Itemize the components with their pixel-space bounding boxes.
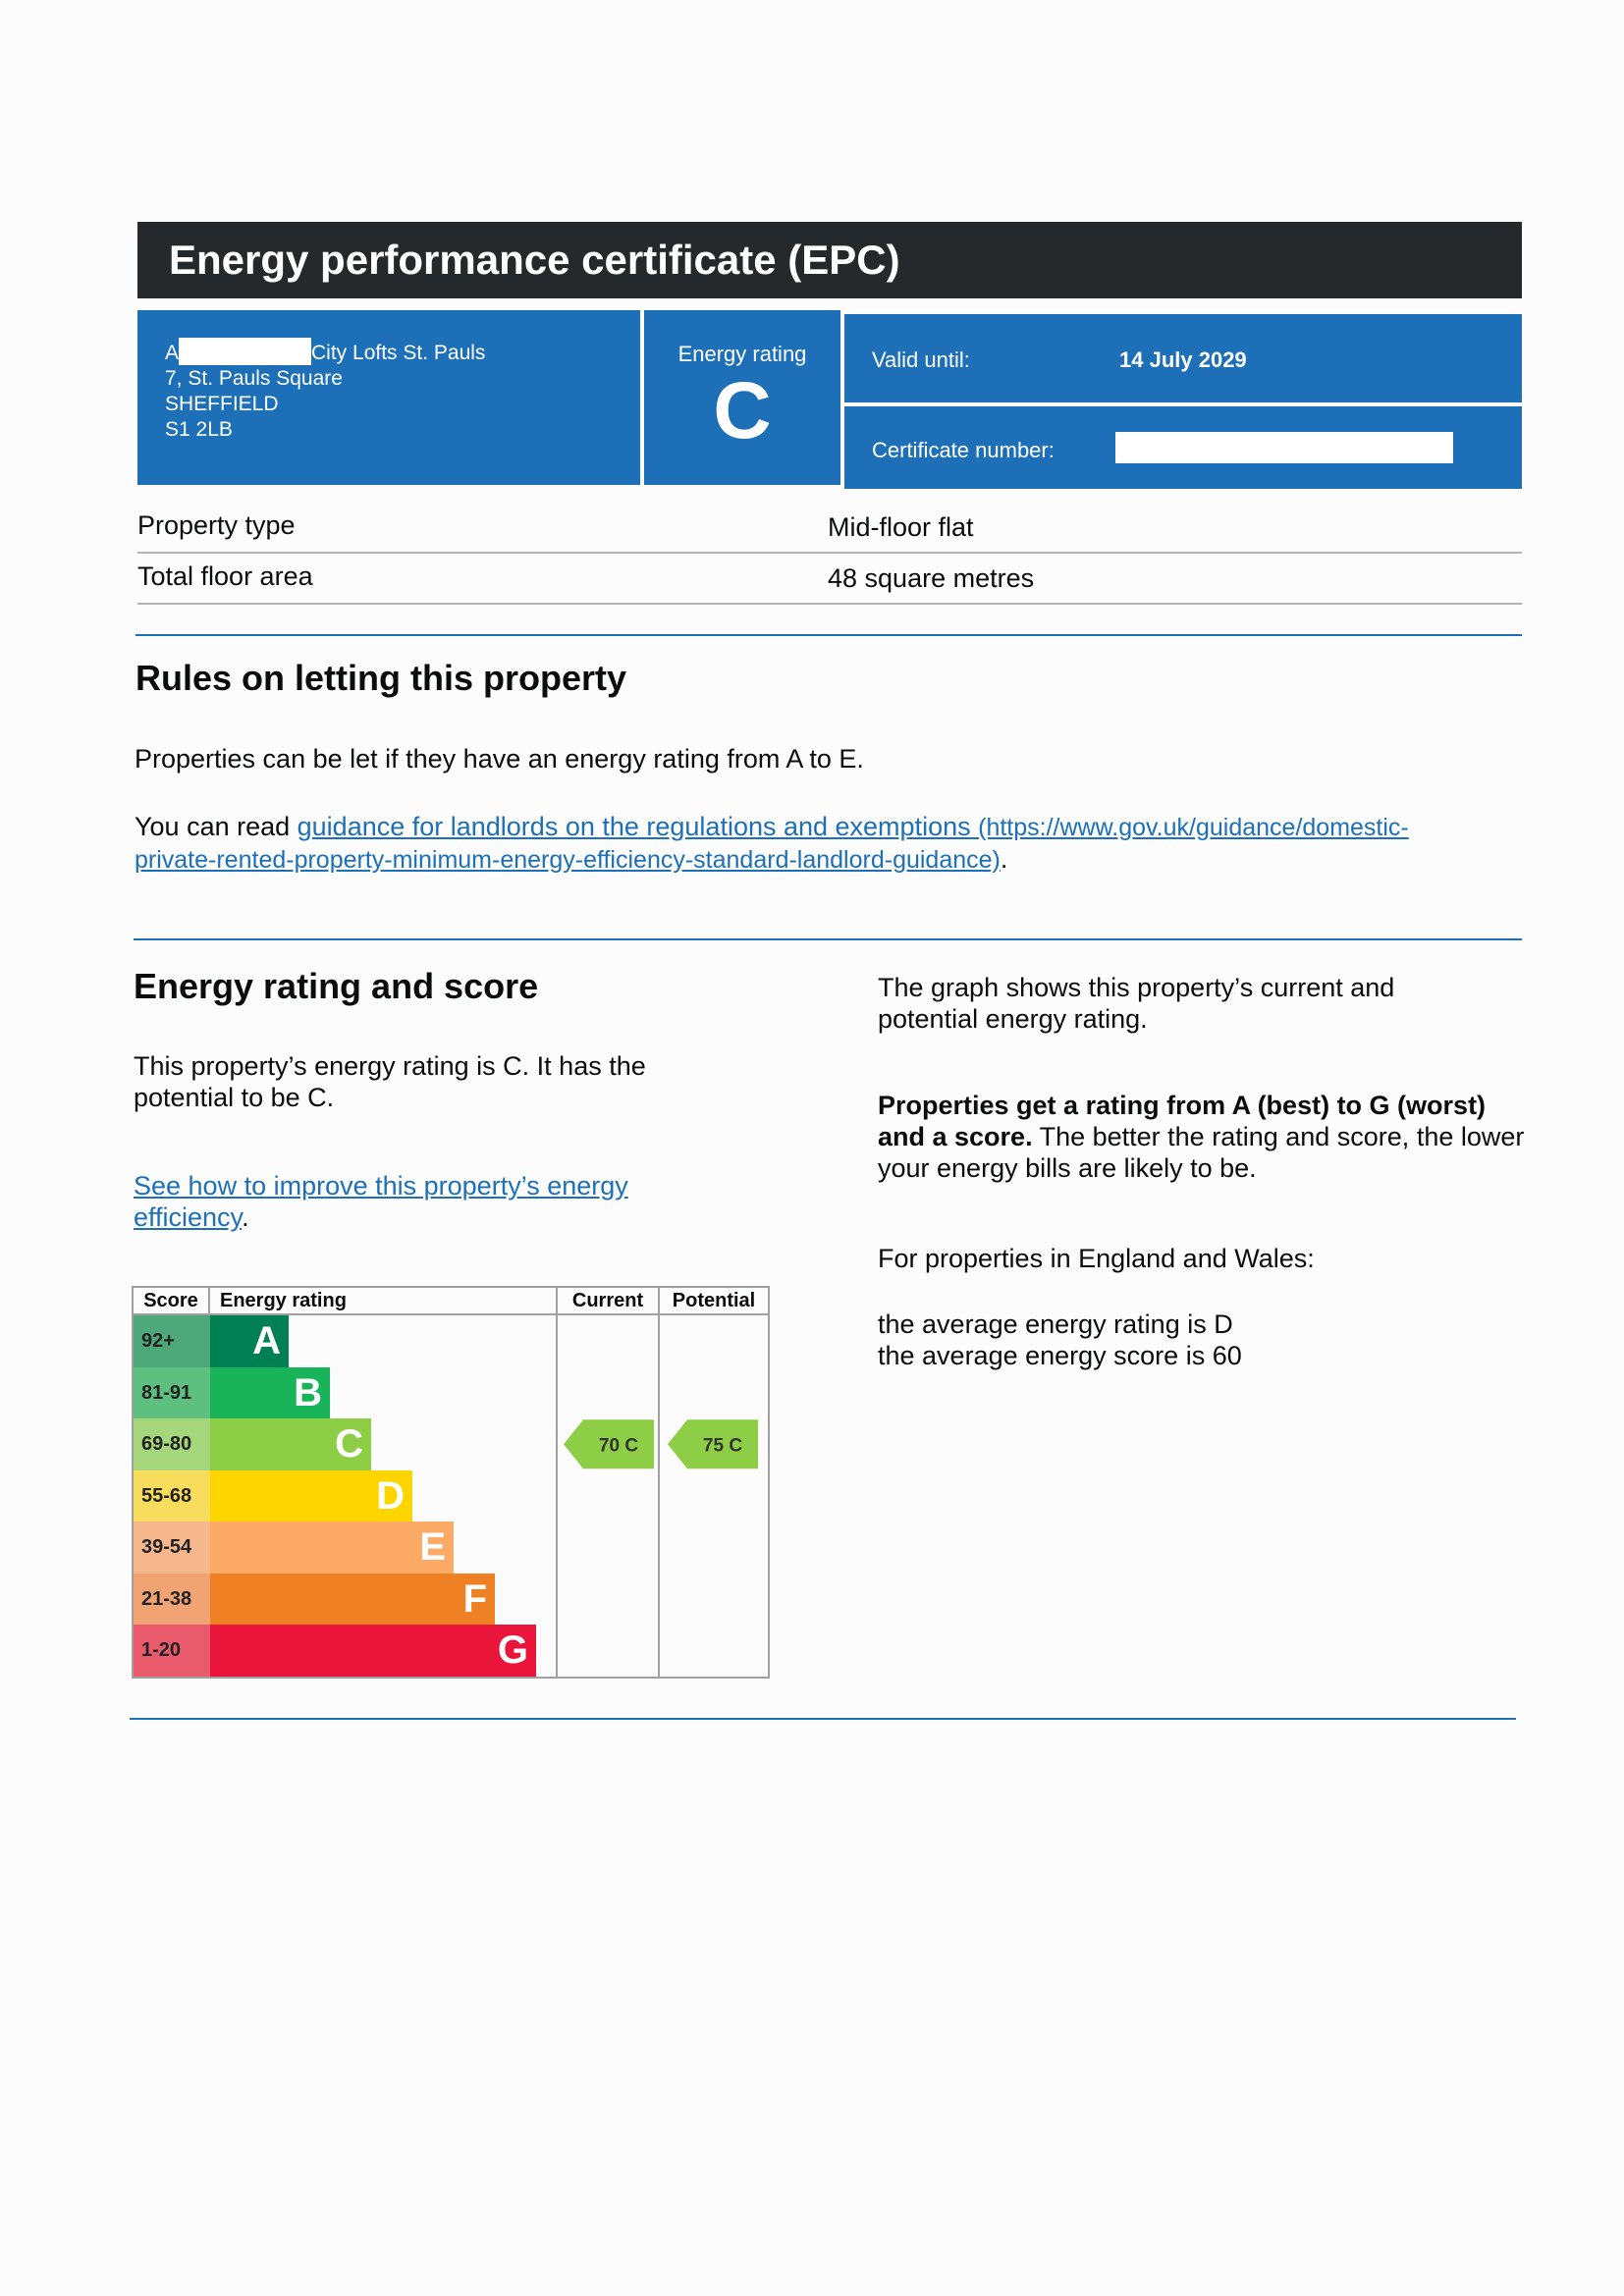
- band-score-a: 92+: [134, 1315, 210, 1367]
- band-score-b: 81-91: [134, 1367, 210, 1419]
- redaction-mark: [179, 338, 311, 365]
- address-line-2: 7, St. Pauls Square: [165, 367, 343, 390]
- address-line-1: A City Lofts St. Pauls: [165, 338, 640, 366]
- band-bar-e: E: [210, 1522, 454, 1574]
- energy-rating-label: Energy rating: [677, 342, 807, 366]
- improve-efficiency-link[interactable]: See how to improve this property’s energy efficiency: [134, 1171, 628, 1232]
- graph-explanation: The graph shows this property’s current and potential energy rating.: [878, 973, 1395, 1034]
- valid-until-box: [844, 314, 1522, 402]
- section-divider: [134, 938, 1522, 940]
- score-paragraph: This property’s energy rating is C. It has the potential to be C.: [134, 1051, 646, 1112]
- potential-rating-arrow-label: 75 C: [702, 1435, 743, 1457]
- section-divider: [130, 1718, 1516, 1720]
- valid-until-value: 14 July 2029: [1119, 347, 1247, 372]
- rules-heading: Rules on letting this property: [135, 658, 627, 698]
- chart-header-current: Current: [571, 1290, 644, 1311]
- rating-explanation: Properties get a rating from A (best) to G (worst) and a score. The better the rating and score, the lower your energy bills are likely to be.: [878, 1091, 1525, 1183]
- energy-rating-value: C: [713, 366, 772, 455]
- address-line-3: SHEFFIELD: [165, 393, 279, 415]
- band-score-g: 1-20: [134, 1625, 210, 1677]
- certificate-number-redaction: [1115, 432, 1453, 463]
- property-type-row: [137, 503, 1522, 554]
- chart-header-potential: Potential: [672, 1290, 756, 1311]
- energy-rating-chart: [132, 1286, 770, 1679]
- floor-area-label: Total floor area: [137, 561, 313, 591]
- address-line-4: S1 2LB: [165, 418, 233, 441]
- energy-rating-box: [644, 310, 840, 485]
- certificate-number-label: Certificate number:: [872, 438, 1055, 462]
- rules-paragraph: Properties can be let if they have an energy rating from A to E.: [135, 744, 864, 774]
- chart-header-rating: Energy rating: [220, 1290, 347, 1311]
- guidance-paragraph: You can read guidance for landlords on the regulations and exemptions (https://www.gov.uk/guidance/domestic- private-rented-property-minimum-energy-efficiency-standard-landlord-guidance).: [135, 812, 1409, 874]
- certificate-number-box: [844, 406, 1522, 489]
- score-heading: Energy rating and score: [134, 966, 539, 1006]
- band-bar-g: G: [210, 1625, 536, 1677]
- current-rating-arrow: [564, 1419, 654, 1468]
- band-score-e: 39-54: [134, 1522, 210, 1574]
- band-bar-d: D: [210, 1470, 412, 1522]
- chart-score-divider: [208, 1286, 210, 1315]
- property-type-label: Property type: [137, 510, 296, 540]
- average-score: the average energy score is 60: [878, 1341, 1242, 1370]
- chart-header-score: Score: [143, 1290, 198, 1311]
- floor-area-value: 48 square metres: [828, 563, 1035, 593]
- rating-bands: [134, 1315, 556, 1677]
- potential-rating-arrow: [668, 1419, 758, 1468]
- rating-arrows: [558, 1315, 768, 1677]
- page-title: Energy performance certificate (EPC): [137, 222, 1522, 298]
- band-bar-b: B: [210, 1367, 330, 1419]
- band-score-d: 55-68: [134, 1470, 210, 1522]
- band-bar-f: F: [210, 1574, 495, 1626]
- improve-paragraph: See how to improve this property’s energy efficiency.: [134, 1171, 628, 1232]
- band-score-c: 69-80: [134, 1418, 210, 1470]
- valid-until-label: Valid until:: [872, 347, 970, 372]
- region-note: For properties in England and Wales:: [878, 1244, 1315, 1273]
- guidance-link[interactable]: guidance for landlords on the regulations and exemptions (https://www.gov.uk/guidance/domestic- private-rented-property-minimum-energy-efficiency-standard-landlord-guidance): [135, 812, 1409, 874]
- band-score-f: 21-38: [134, 1574, 210, 1626]
- property-type-value: Mid-floor flat: [828, 512, 974, 542]
- floor-area-row: [137, 554, 1522, 605]
- band-bar-c: C: [210, 1418, 371, 1470]
- average-rating: the average energy rating is D: [878, 1309, 1233, 1339]
- address-block: [137, 310, 640, 485]
- section-divider: [135, 634, 1522, 636]
- band-bar-a: A: [210, 1315, 289, 1367]
- current-rating-arrow-label: 70 C: [598, 1435, 639, 1457]
- rating-arrows-svg: [558, 1315, 768, 1677]
